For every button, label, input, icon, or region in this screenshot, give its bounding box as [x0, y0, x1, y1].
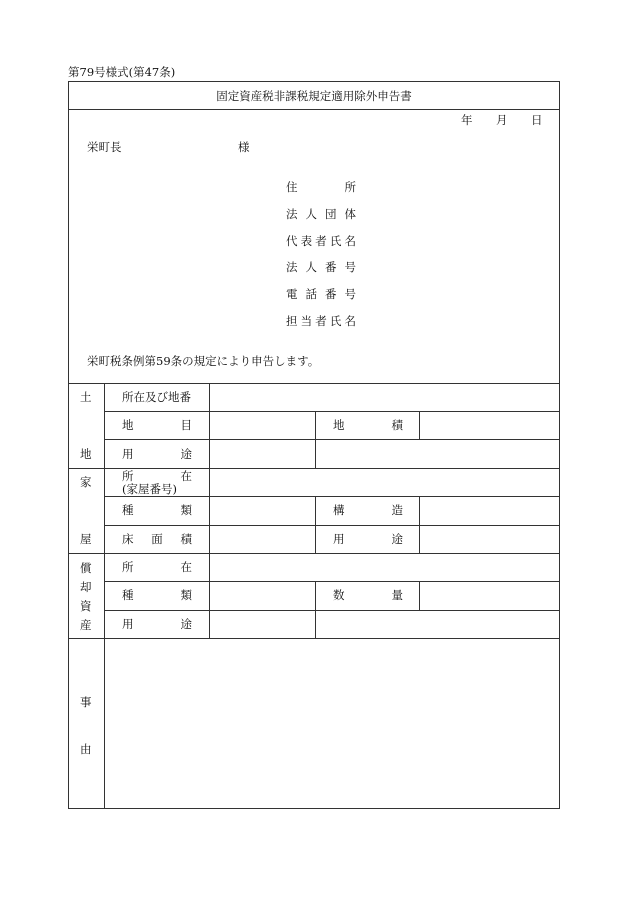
- label-char: 量: [391, 588, 403, 602]
- label-char: 用: [122, 447, 134, 461]
- label-char: 面: [151, 532, 163, 546]
- label-char: 話: [305, 287, 317, 301]
- label-char: 床: [122, 532, 134, 546]
- label-char: 地: [333, 418, 345, 432]
- label-char: 代: [286, 234, 298, 248]
- label-char: 造: [391, 503, 403, 517]
- land-area-label: [333, 418, 403, 432]
- land-category-char: 土: [80, 390, 92, 404]
- label-char: 所: [122, 469, 134, 483]
- label-char: 在: [180, 560, 192, 574]
- land-location-label: 所在及び地番: [122, 390, 191, 404]
- applicant-field: [286, 180, 356, 194]
- label-char: 番: [325, 287, 337, 301]
- applicant-field: [286, 207, 356, 221]
- label-char: 号: [344, 287, 356, 301]
- depreciable-type-label: [122, 588, 192, 602]
- date-year-label: 年: [461, 113, 473, 127]
- label-char: 電: [286, 287, 298, 301]
- label-char: 団: [325, 207, 337, 221]
- label-char: 担: [286, 314, 298, 328]
- label-char: 号: [344, 260, 356, 274]
- applicant-field-text: [286, 180, 356, 194]
- date-month-label: 月: [496, 113, 508, 127]
- label-char: 類: [180, 588, 192, 602]
- label-char: 者: [315, 314, 327, 328]
- applicant-field-text: [286, 314, 356, 328]
- applicant-field-text: [286, 207, 356, 221]
- label-char: 法: [286, 260, 298, 274]
- label-char: 構: [333, 503, 345, 517]
- house-category-char: 屋: [80, 532, 92, 546]
- depreciable-quantity-label: [333, 588, 403, 602]
- label-char: 途: [180, 447, 192, 461]
- label-char: 目: [180, 418, 192, 432]
- house-floor-area-label: [122, 532, 192, 546]
- house-structure-label: [333, 503, 403, 517]
- label-char: 者: [315, 234, 327, 248]
- label-char: 名: [344, 314, 356, 328]
- label-char: 法: [286, 207, 298, 221]
- form-number-label: 第79号様式(第47条): [68, 65, 176, 79]
- label-char: 表: [300, 234, 313, 248]
- label-char: 在: [180, 469, 192, 483]
- label-char: 当: [300, 314, 313, 328]
- label-char: 類: [180, 503, 192, 517]
- label-char: 積: [180, 532, 192, 546]
- applicant-field: [286, 260, 356, 274]
- land-category-char: 地: [80, 447, 92, 461]
- form-title: 固定資産税非課税規定適用除外申告書: [216, 89, 412, 103]
- land-type-label: [122, 418, 192, 432]
- label-char: 人: [305, 207, 317, 221]
- label-char: 積: [391, 418, 403, 432]
- label-char: 途: [391, 532, 403, 546]
- label-char: 住: [286, 180, 298, 194]
- depreciable-category-char: 資: [80, 599, 92, 613]
- house-location-label: [122, 469, 192, 483]
- house-category-char: 家: [80, 475, 92, 489]
- label-char: 種: [122, 503, 134, 517]
- label-char: 所: [344, 180, 356, 194]
- depreciable-category-char: 産: [80, 618, 92, 632]
- label-char: 所: [122, 560, 134, 574]
- label-char: 数: [333, 588, 345, 602]
- label-char: 用: [122, 617, 134, 631]
- addressee-honorific: 様: [238, 140, 250, 154]
- applicant-field: [286, 234, 356, 248]
- label-char: 途: [180, 617, 192, 631]
- label-char: 用: [333, 532, 345, 546]
- declaration-text: 栄町税条例第59条の規定により申告します。: [87, 354, 320, 368]
- house-usage-label: [333, 532, 403, 546]
- depreciable-usage-label: [122, 617, 192, 631]
- label-char: 名: [344, 234, 356, 248]
- label-char: 番: [325, 260, 337, 274]
- land-usage-label: [122, 447, 192, 461]
- label-char: 体: [344, 207, 356, 221]
- addressee-office: 栄町長: [87, 140, 122, 154]
- depreciable-location-label: [122, 560, 192, 574]
- applicant-field-text: [286, 260, 356, 274]
- applicant-field: [286, 287, 356, 301]
- label-char: 地: [122, 418, 134, 432]
- house-number-label: (家屋番号): [122, 482, 177, 496]
- depreciable-category-char: 償: [80, 561, 92, 575]
- label-char: 氏: [329, 314, 342, 328]
- reason-entry-area[interactable]: [105, 639, 559, 808]
- label-char: 氏: [329, 234, 342, 248]
- house-type-label: [122, 503, 192, 517]
- reason-category-char: 事: [80, 695, 92, 709]
- applicant-field: [286, 314, 356, 328]
- applicant-field-text: [286, 287, 356, 301]
- label-char: 種: [122, 588, 134, 602]
- date-day-label: 日: [531, 113, 543, 127]
- reason-category-char: 由: [80, 742, 92, 756]
- applicant-field-text: [286, 234, 356, 248]
- label-char: 人: [305, 260, 317, 274]
- depreciable-category-char: 却: [80, 580, 92, 594]
